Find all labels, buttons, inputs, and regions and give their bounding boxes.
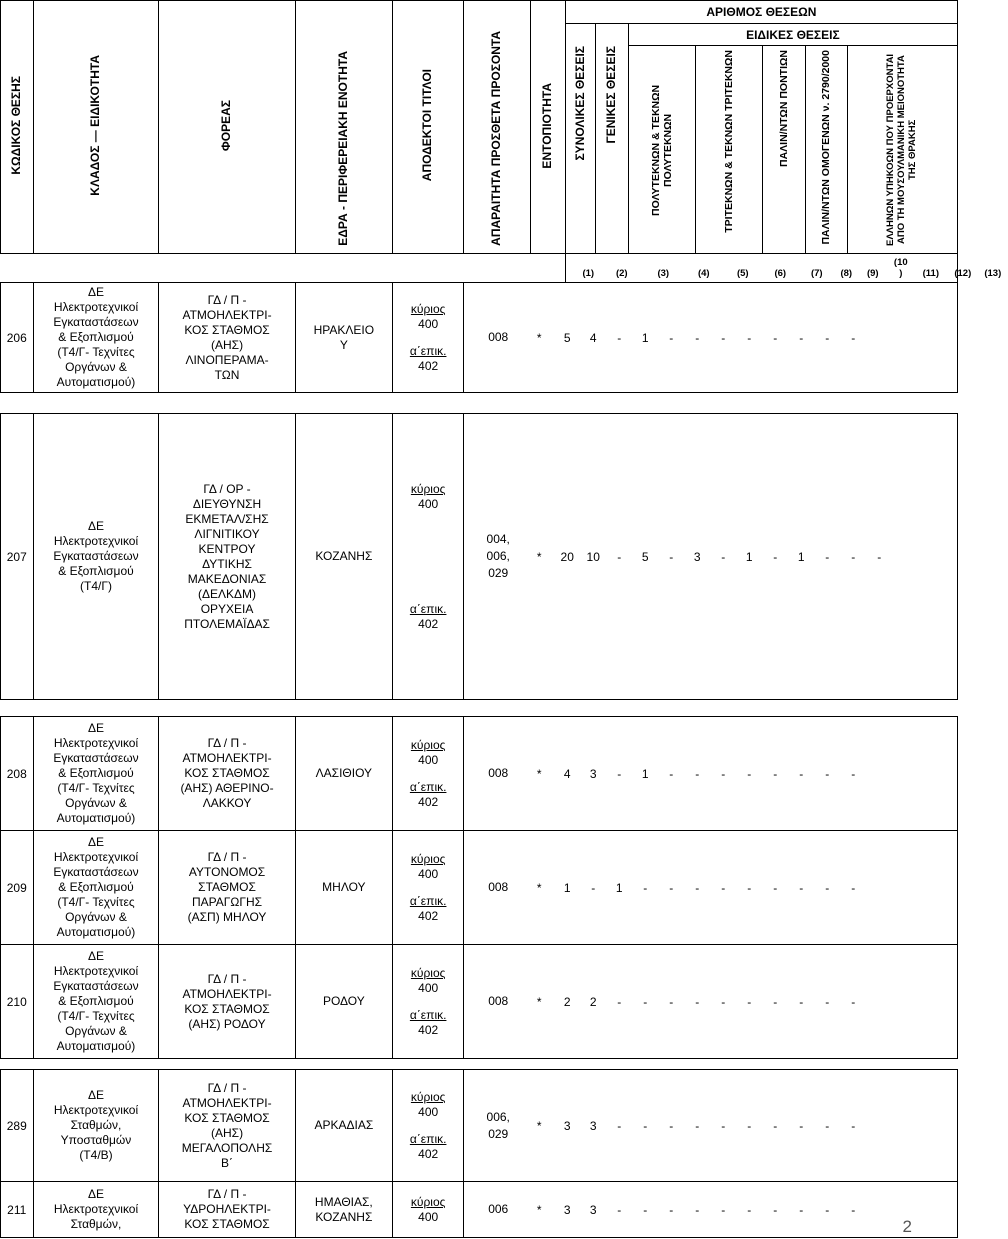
position-count-value: * <box>536 549 542 564</box>
title-alt-code: 402 <box>418 908 439 923</box>
header-general: ΓΕΝΙΚΕΣ ΘΕΣΕΙΣ <box>596 24 629 254</box>
header-code: ΚΩΔΙΚΟΣ ΘΕΣΗΣ <box>1 1 34 254</box>
position-count-value: 1 <box>641 330 649 345</box>
position-count-value: - <box>617 330 622 345</box>
title-main-code: 400 <box>418 1104 439 1119</box>
header-total: ΣΥΝΟΛΙΚΕΣ ΘΕΣΕΙΣ <box>565 24 595 254</box>
position-count-value: * <box>536 1118 542 1133</box>
position-count-value: * <box>536 766 542 781</box>
column-number-row <box>1 254 958 283</box>
position-count-value: - <box>825 1202 830 1217</box>
header-pontic: ΠΑΛΙΝ/ΝΤΩΝ ΠΟΝΤΙΩΝ <box>762 46 805 254</box>
region: ΡΟΔΟΥ <box>295 945 393 1059</box>
position-count-value: - <box>851 766 856 781</box>
header-special-positions: ΕΙΔΙΚΕΣ ΘΕΣΕΙΣ <box>628 24 957 46</box>
position-count-value: - <box>773 549 778 564</box>
branch-specialty: ΔΕ Ηλεκτροτεχνικοί Εγκαταστάσεων & Εξοπλισμού (Τ4/Γ) <box>33 414 159 700</box>
position-count-value: - <box>773 330 778 345</box>
header-large-families: ΠΟΛΥΤΕΚΝΩΝ & ΤΕΚΝΩΝ ΠΟΛΥΤΕΚΝΩΝ <box>628 46 695 254</box>
position-count-value: - <box>773 994 778 1009</box>
position-count-value: - <box>747 1118 752 1133</box>
position-count-value: 3 <box>693 549 701 564</box>
position-count-value: * <box>536 994 542 1009</box>
position-count-value: - <box>825 1118 830 1133</box>
column-number: (13) <box>984 268 1002 279</box>
position-count-value: - <box>747 994 752 1009</box>
row-spacer <box>1 393 958 414</box>
branch-specialty: ΔΕ Ηλεκτροτεχνικοί Εγκαταστάσεων & Εξοπλισμού (Τ4/Γ- Τεχνίτες Οργάνων & Αυτοματισμού) <box>33 717 159 831</box>
column-numbers <box>565 254 1002 283</box>
title-alt-code: 402 <box>418 794 439 809</box>
branch-specialty: ΔΕ Ηλεκτροτεχνικοί Εγκαταστάσεων & Εξοπλισμού (Τ4/Γ- Τεχνίτες Οργάνων & Αυτοματισμού) <box>33 831 159 945</box>
agency: ΓΔ / Π - ΥΔΡΟΗΛΕΚΤΡΙ- ΚΟΣ ΣΤΑΘΜΟΣ <box>159 1182 295 1238</box>
position-count-value: - <box>851 1118 856 1133</box>
header-requirements: ΑΠΑΡΑΙΤΗΤΑ ΠΡΟΣΘΕΤΑ ΠΡΟΣΟΝΤΑ <box>464 1 531 254</box>
column-number: (12) <box>954 268 972 279</box>
header-positions-count: ΑΡΙΘΜΟΣ ΘΕΣΕΩΝ <box>565 1 957 24</box>
position-count-value: - <box>773 766 778 781</box>
table-row <box>1 945 958 1059</box>
page-number: 2 <box>902 1217 912 1236</box>
position-count-value: - <box>643 880 648 895</box>
position-counts <box>464 414 958 700</box>
header-homogeneous: ΠΑΛΙΝ/ΝΤΩΝ ΟΜΟΓΕΝΩΝ ν. 2790/2000 <box>805 46 848 254</box>
requirements-code: 006, 029 <box>486 1109 510 1141</box>
position-count-value: - <box>695 766 700 781</box>
accepted-titles <box>393 1182 464 1238</box>
title-alt-label: α΄επικ. <box>409 601 447 616</box>
position-count-value: 3 <box>563 1118 571 1133</box>
position-count-value: - <box>669 766 674 781</box>
position-count-value: - <box>825 330 830 345</box>
title-main-label: κύριος <box>410 481 446 496</box>
accepted-titles <box>393 1070 464 1182</box>
title-alt-code: 402 <box>418 1022 439 1037</box>
requirements-code: 004, 006, 029 <box>486 532 510 580</box>
title-alt-label: α΄επικ. <box>409 1007 447 1022</box>
position-count-value: - <box>799 880 804 895</box>
region: ΗΡΑΚΛΕΙΟ Υ <box>295 283 393 393</box>
requirements-code: 008 <box>488 880 509 895</box>
position-count-value: 20 <box>560 549 574 564</box>
position-count-value: 5 <box>641 549 649 564</box>
position-count-value: - <box>721 880 726 895</box>
title-main-label: κύριος <box>410 851 446 866</box>
table-row <box>1 1070 958 1182</box>
title-main-label: κύριος <box>410 1194 446 1209</box>
region: ΗΜΑΘΙΑΣ, ΚΟΖΑΝΗΣ <box>295 1182 393 1238</box>
position-counts <box>464 283 958 393</box>
position-count-value: - <box>799 994 804 1009</box>
agency: ΓΔ / Π - ΑΤΜΟΗΛΕΚΤΡΙ- ΚΟΣ ΣΤΑΘΜΟΣ (ΑΗΣ) ΡΟΔΟΥ <box>159 945 295 1059</box>
accepted-titles <box>393 717 464 831</box>
title-main-code: 400 <box>418 752 439 767</box>
position-count-value: 4 <box>563 766 571 781</box>
position-counts <box>464 1070 958 1182</box>
title-main-label: κύριος <box>410 965 446 980</box>
position-count-value: - <box>773 880 778 895</box>
position-count-value: - <box>773 1202 778 1217</box>
position-counts <box>464 717 958 831</box>
position-count-value: - <box>643 994 648 1009</box>
position-code: 206 <box>1 283 34 393</box>
position-count-value: - <box>799 766 804 781</box>
branch-specialty: ΔΕ Ηλεκτροτεχνικοί Εγκαταστάσεων & Εξοπλισμού (Τ4/Γ- Τεχνίτες Οργάνων & Αυτοματισμού) <box>33 945 159 1059</box>
position-count-value: 1 <box>615 880 623 895</box>
region: ΑΡΚΑΔΙΑΣ <box>295 1070 393 1182</box>
header-region: ΕΔΡΑ - ΠΕΡΙΦΕΡΕΙΑΚΗ ΕΝΟΤΗΤΑ <box>295 1 393 254</box>
position-count-value: - <box>851 1202 856 1217</box>
branch-specialty: ΔΕ Ηλεκτροτεχνικοί Εγκαταστάσεων & Εξοπλισμού (Τ4/Γ- Τεχνίτες Οργάνων & Αυτοματισμού) <box>33 283 159 393</box>
position-count-value: 1 <box>745 549 753 564</box>
table-row <box>1 283 958 393</box>
title-main-code: 400 <box>418 316 439 331</box>
position-count-value: 1 <box>563 880 571 895</box>
position-count-value: * <box>536 1202 542 1217</box>
region: ΛΑΣΙΘΙΟΥ <box>295 717 393 831</box>
column-number: (7) <box>810 268 823 279</box>
column-number: (2) <box>615 268 628 279</box>
column-number: (4) <box>697 268 710 279</box>
position-count-value: * <box>536 330 542 345</box>
branch-specialty: ΔΕ Ηλεκτροτεχνικοί Σταθμών, Υποσταθμών (Τ4/Β) <box>33 1070 159 1182</box>
position-count-value: - <box>851 549 856 564</box>
position-code: 210 <box>1 945 34 1059</box>
position-count-value: - <box>747 766 752 781</box>
title-alt-label: α΄επικ. <box>409 893 447 908</box>
position-count-value: - <box>721 1202 726 1217</box>
position-count-value: - <box>799 330 804 345</box>
title-alt-label: α΄επικ. <box>409 343 447 358</box>
position-count-value: - <box>669 330 674 345</box>
position-counts <box>464 945 958 1059</box>
table-row <box>1 414 958 700</box>
position-count-value: 1 <box>797 549 805 564</box>
header-muslim-minority: ΕΛΛΗΝΩΝ ΥΠΗΚΟΩΝ ΠΟΥ ΠΡΟΕΡΧΟΝΤΑΙ ΑΠΟ ΤΗ ΜΟΥΣΟΥΛΜΑΝΙΚΗ ΜΕΙΟΝΟΤΗΤΑ ΤΗΣ ΘΡΑΚΗΣ <box>848 46 958 254</box>
position-count-value: - <box>695 1202 700 1217</box>
accepted-titles <box>393 831 464 945</box>
position-count-value: - <box>721 766 726 781</box>
position-count-value: - <box>669 1202 674 1217</box>
position-count-value: 3 <box>563 1202 571 1217</box>
row-spacer <box>1 700 958 717</box>
position-count-value: 2 <box>589 994 597 1009</box>
position-count-value: - <box>747 330 752 345</box>
requirements-code: 008 <box>488 330 509 345</box>
position-count-value: 3 <box>589 1118 597 1133</box>
position-count-value: 1 <box>641 766 649 781</box>
title-main-label: κύριος <box>410 737 446 752</box>
requirements-code: 006 <box>488 1202 509 1217</box>
title-main-code: 400 <box>418 980 439 995</box>
title-main-code: 400 <box>418 866 439 881</box>
position-count-value: - <box>721 549 726 564</box>
position-count-value: - <box>825 880 830 895</box>
position-count-value: - <box>721 994 726 1009</box>
position-count-value: - <box>747 880 752 895</box>
position-count-value: - <box>721 1118 726 1133</box>
table-row <box>1 1182 958 1238</box>
title-main-label: κύριος <box>410 1089 446 1104</box>
position-count-value: - <box>617 549 622 564</box>
position-count-value: - <box>643 1118 648 1133</box>
title-main-code: 400 <box>418 1209 439 1224</box>
agency: ΓΔ / Π - ΑΤΜΟΗΛΕΚΤΡΙ- ΚΟΣ ΣΤΑΘΜΟΣ (ΑΗΣ) ΛΙΝΟΠΕΡΑΜΑ- ΤΩΝ <box>159 283 295 393</box>
position-count-value: - <box>669 880 674 895</box>
region: ΜΗΛΟΥ <box>295 831 393 945</box>
agency: ΓΔ / Π - ΑΤΜΟΗΛΕΚΤΡΙ- ΚΟΣ ΣΤΑΘΜΟΣ (ΑΗΣ) ΜΕΓΑΛΟΠΟΛΗΣ Β΄ <box>159 1070 295 1182</box>
requirements-code: 008 <box>488 766 509 781</box>
table-row <box>1 717 958 831</box>
position-count-value: - <box>851 330 856 345</box>
title-alt-label: α΄επικ. <box>409 1131 447 1146</box>
position-count-value: - <box>643 1202 648 1217</box>
position-count-value: - <box>825 549 830 564</box>
table-row <box>1 831 958 945</box>
region: ΚΟΖΑΝΗΣ <box>295 414 393 700</box>
column-number: (6) <box>774 268 787 279</box>
position-code: 207 <box>1 414 34 700</box>
position-count-value: 5 <box>563 330 571 345</box>
position-counts <box>464 1182 958 1238</box>
position-count-value: 3 <box>589 1202 597 1217</box>
position-count-value: * <box>536 880 542 895</box>
position-count-value: 10 <box>586 549 600 564</box>
title-alt-code: 402 <box>418 616 439 631</box>
column-number: (11) <box>922 268 939 279</box>
header-titles: ΑΠΟΔΕΚΤΟΙ ΤΙΤΛΟΙ <box>393 1 464 254</box>
column-number: (9) <box>866 268 879 279</box>
position-count-value: - <box>799 1202 804 1217</box>
column-number: (3) <box>657 268 670 279</box>
position-count-value: - <box>747 1202 752 1217</box>
position-count-value: - <box>825 994 830 1009</box>
header-locality: ΕΝΤΟΠΙΟΤΗΤΑ <box>531 1 566 254</box>
agency: ΓΔ / ΟΡ - ΔΙΕΥΘΥΝΣΗ ΕΚΜΕΤΑΛ/ΣΗΣ ΛΙΓΝΙΤΙΚΟΥ ΚΕΝΤΡΟΥ ΔΥΤΙΚΗΣ ΜΑΚΕΔΟΝΙΑΣ (ΔΕΛΚΔΜ) ΟΡΥΧΕΙΑ ΠΤΟΛΕΜΑΪΔΑΣ <box>159 414 295 700</box>
position-count-value: - <box>617 766 622 781</box>
position-count-value: - <box>799 1118 804 1133</box>
agency: ΓΔ / Π - ΑΥΤΟΝΟΜΟΣ ΣΤΑΘΜΟΣ ΠΑΡΑΓΩΓΗΣ (ΑΣΠ) ΜΗΛΟΥ <box>159 831 295 945</box>
position-count-value: 4 <box>589 330 597 345</box>
position-code: 209 <box>1 831 34 945</box>
position-count-value: - <box>669 994 674 1009</box>
header-branch: ΚΛΑΔΟΣ — ΕΙΔΙΚΟΤΗΤΑ <box>33 1 159 254</box>
position-count-value: - <box>825 766 830 781</box>
position-count-value: 2 <box>563 994 571 1009</box>
header-three-children: ΤΡΙΤΕΚΝΩΝ & ΤΕΚΝΩΝ ΤΡΙΤΕΚΝΩΝ <box>695 46 762 254</box>
accepted-titles <box>393 414 464 700</box>
position-count-value: - <box>695 330 700 345</box>
position-count-value: - <box>851 994 856 1009</box>
column-number: (5) <box>736 268 749 279</box>
title-main-label: κύριος <box>410 301 446 316</box>
position-code: 211 <box>1 1182 34 1238</box>
position-count-value: - <box>695 1118 700 1133</box>
row-spacer <box>1 1059 958 1070</box>
position-count-value: - <box>721 330 726 345</box>
position-count-value: 3 <box>589 766 597 781</box>
position-count-value: - <box>695 994 700 1009</box>
position-count-value: - <box>617 994 622 1009</box>
position-count-value: - <box>669 549 674 564</box>
column-number: (8) <box>840 268 853 279</box>
title-main-code: 400 <box>418 496 439 511</box>
column-number: (1) <box>582 268 595 279</box>
position-count-value: - <box>617 1202 622 1217</box>
position-count-value: - <box>851 880 856 895</box>
position-count-value: - <box>669 1118 674 1133</box>
position-counts <box>464 831 958 945</box>
title-alt-code: 402 <box>418 1146 439 1161</box>
accepted-titles <box>393 283 464 393</box>
position-count-value: - <box>773 1118 778 1133</box>
position-count-value: - <box>617 1118 622 1133</box>
header-agency: ΦΟΡΕΑΣ <box>159 1 295 254</box>
position-count-value: - <box>695 880 700 895</box>
position-code: 208 <box>1 717 34 831</box>
title-alt-code: 402 <box>418 358 439 373</box>
branch-specialty: ΔΕ Ηλεκτροτεχνικοί Σταθμών, <box>33 1182 159 1238</box>
agency: ΓΔ / Π - ΑΤΜΟΗΛΕΚΤΡΙ- ΚΟΣ ΣΤΑΘΜΟΣ (ΑΗΣ) ΑΘΕΡΙΝΟ- ΛΑΚΚΟΥ <box>159 717 295 831</box>
accepted-titles <box>393 945 464 1059</box>
requirements-code: 008 <box>488 994 509 1009</box>
title-alt-label: α΄επικ. <box>409 779 447 794</box>
position-count-value: - <box>877 549 882 564</box>
column-number: (10 ) <box>893 257 908 279</box>
position-count-value: - <box>591 880 596 895</box>
position-code: 289 <box>1 1070 34 1182</box>
